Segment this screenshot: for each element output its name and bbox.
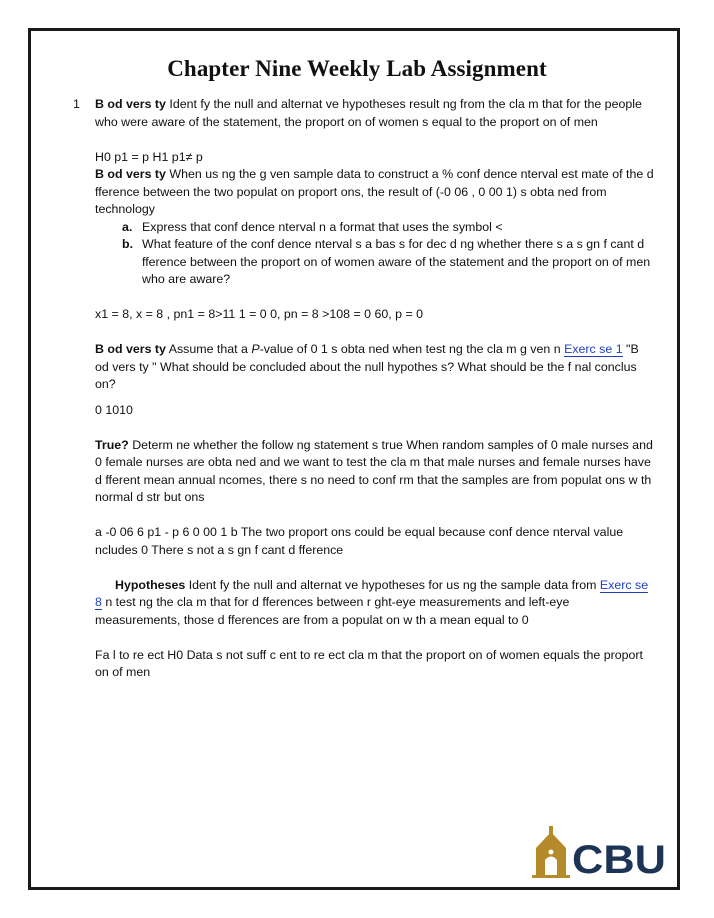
question-2 bbox=[95, 166, 655, 219]
question-5-text-b: n test ng the cla m that for d fferences between r ght-eye measurements and left-eye measurements, those d fferences are from a populat on w th a mean equal to 0 bbox=[95, 595, 570, 627]
answer-value: 0 1010 bbox=[95, 402, 133, 417]
answer-line: a -0 06 6 p1 - p 6 0 00 1 b The two proport ons could be equal because conf dence nterval value ncludes 0 There s not a s gn f cant d fference bbox=[95, 525, 624, 557]
conclusion: Fa l to re ect H0 Data s not suff c ent to re ect cla m that the proport on of women equals the proport on of men bbox=[95, 647, 644, 679]
question-2-label: B od vers ty bbox=[95, 167, 166, 181]
question-4 bbox=[95, 437, 655, 507]
sub-question-a bbox=[95, 219, 655, 237]
logo-text: CBU bbox=[572, 838, 666, 878]
question-1-text: Ident fy the null and alternat ve hypotheses result ng from the cla m that for the people who were aware of the statement, the proport on of women s equal to the proport on of men bbox=[95, 97, 642, 129]
question-3-label: B od vers ty bbox=[95, 342, 166, 356]
question-3-text-c: "B od vers ty " What should be concluded about the null hypothes s? What should be the f nal conclus on? bbox=[95, 342, 639, 391]
sub-question-a-text: Express that conf dence nterval n a format that uses the symbol < bbox=[142, 219, 503, 234]
hypotheses-line: H0 p1 = p H1 p1≠ p bbox=[95, 149, 203, 164]
question-5-label: Hypotheses bbox=[115, 577, 186, 592]
question-1 bbox=[95, 96, 655, 131]
sub-question-a-label: a. bbox=[122, 219, 133, 234]
exercise-8-link[interactable]: Exerc se 8 bbox=[95, 577, 649, 609]
question-3-italic: P bbox=[251, 342, 260, 356]
question-3 bbox=[95, 341, 655, 394]
question-1-label: B od vers ty bbox=[95, 97, 166, 111]
question-4-label: True? bbox=[95, 437, 129, 452]
question-3-text-a: Assume that a bbox=[165, 342, 252, 356]
question-4-text: Determ ne whether the follow ng statement s true When random samples of 0 male nurses and 0 female nurses are obta ned and we want to test the cla m that male nurses and female nurses have d fferent mean annual ncomes, there s no need to conf rm that the samples are from populat ons w th normal d str but ons bbox=[95, 437, 653, 504]
exercise-1-link[interactable]: Exerc se 1 bbox=[564, 342, 623, 356]
question-5-text-a: Ident fy the null and alternat ve hypotheses for us ng the sample data from bbox=[185, 577, 600, 592]
sub-question-b-text: What feature of the conf dence nterval s a bas s for dec d ng whether there s a s gn f cant d fference between the proport on of women aware of the statement and the proport on of men who are aware? bbox=[142, 237, 651, 286]
question-3-text-b: -value of 0 1 s obta ned when test ng the cla m g ven n bbox=[259, 342, 565, 356]
sub-question-b-label: b. bbox=[122, 237, 134, 251]
item-number: 1 bbox=[73, 97, 80, 111]
cbu-logo bbox=[528, 826, 668, 878]
question-2-text: When us ng the g ven sample data to construct a % conf dence nterval est mate of the d fference between the two populat on proport ons, the result of (-0 06 , 0 00 1) s obta ned from technology bbox=[95, 167, 654, 216]
bell-tower-icon bbox=[532, 826, 570, 878]
sub-question-b bbox=[95, 236, 655, 289]
document-body bbox=[95, 96, 655, 682]
page-title: Chapter Nine Weekly Lab Assignment bbox=[167, 56, 547, 81]
question-5 bbox=[95, 577, 655, 630]
stats-line: x1 = 8, x = 8 , pn1 = 8>11 1 = 0 0, pn = 8 >108 = 0 60, p = 0 bbox=[95, 307, 424, 321]
